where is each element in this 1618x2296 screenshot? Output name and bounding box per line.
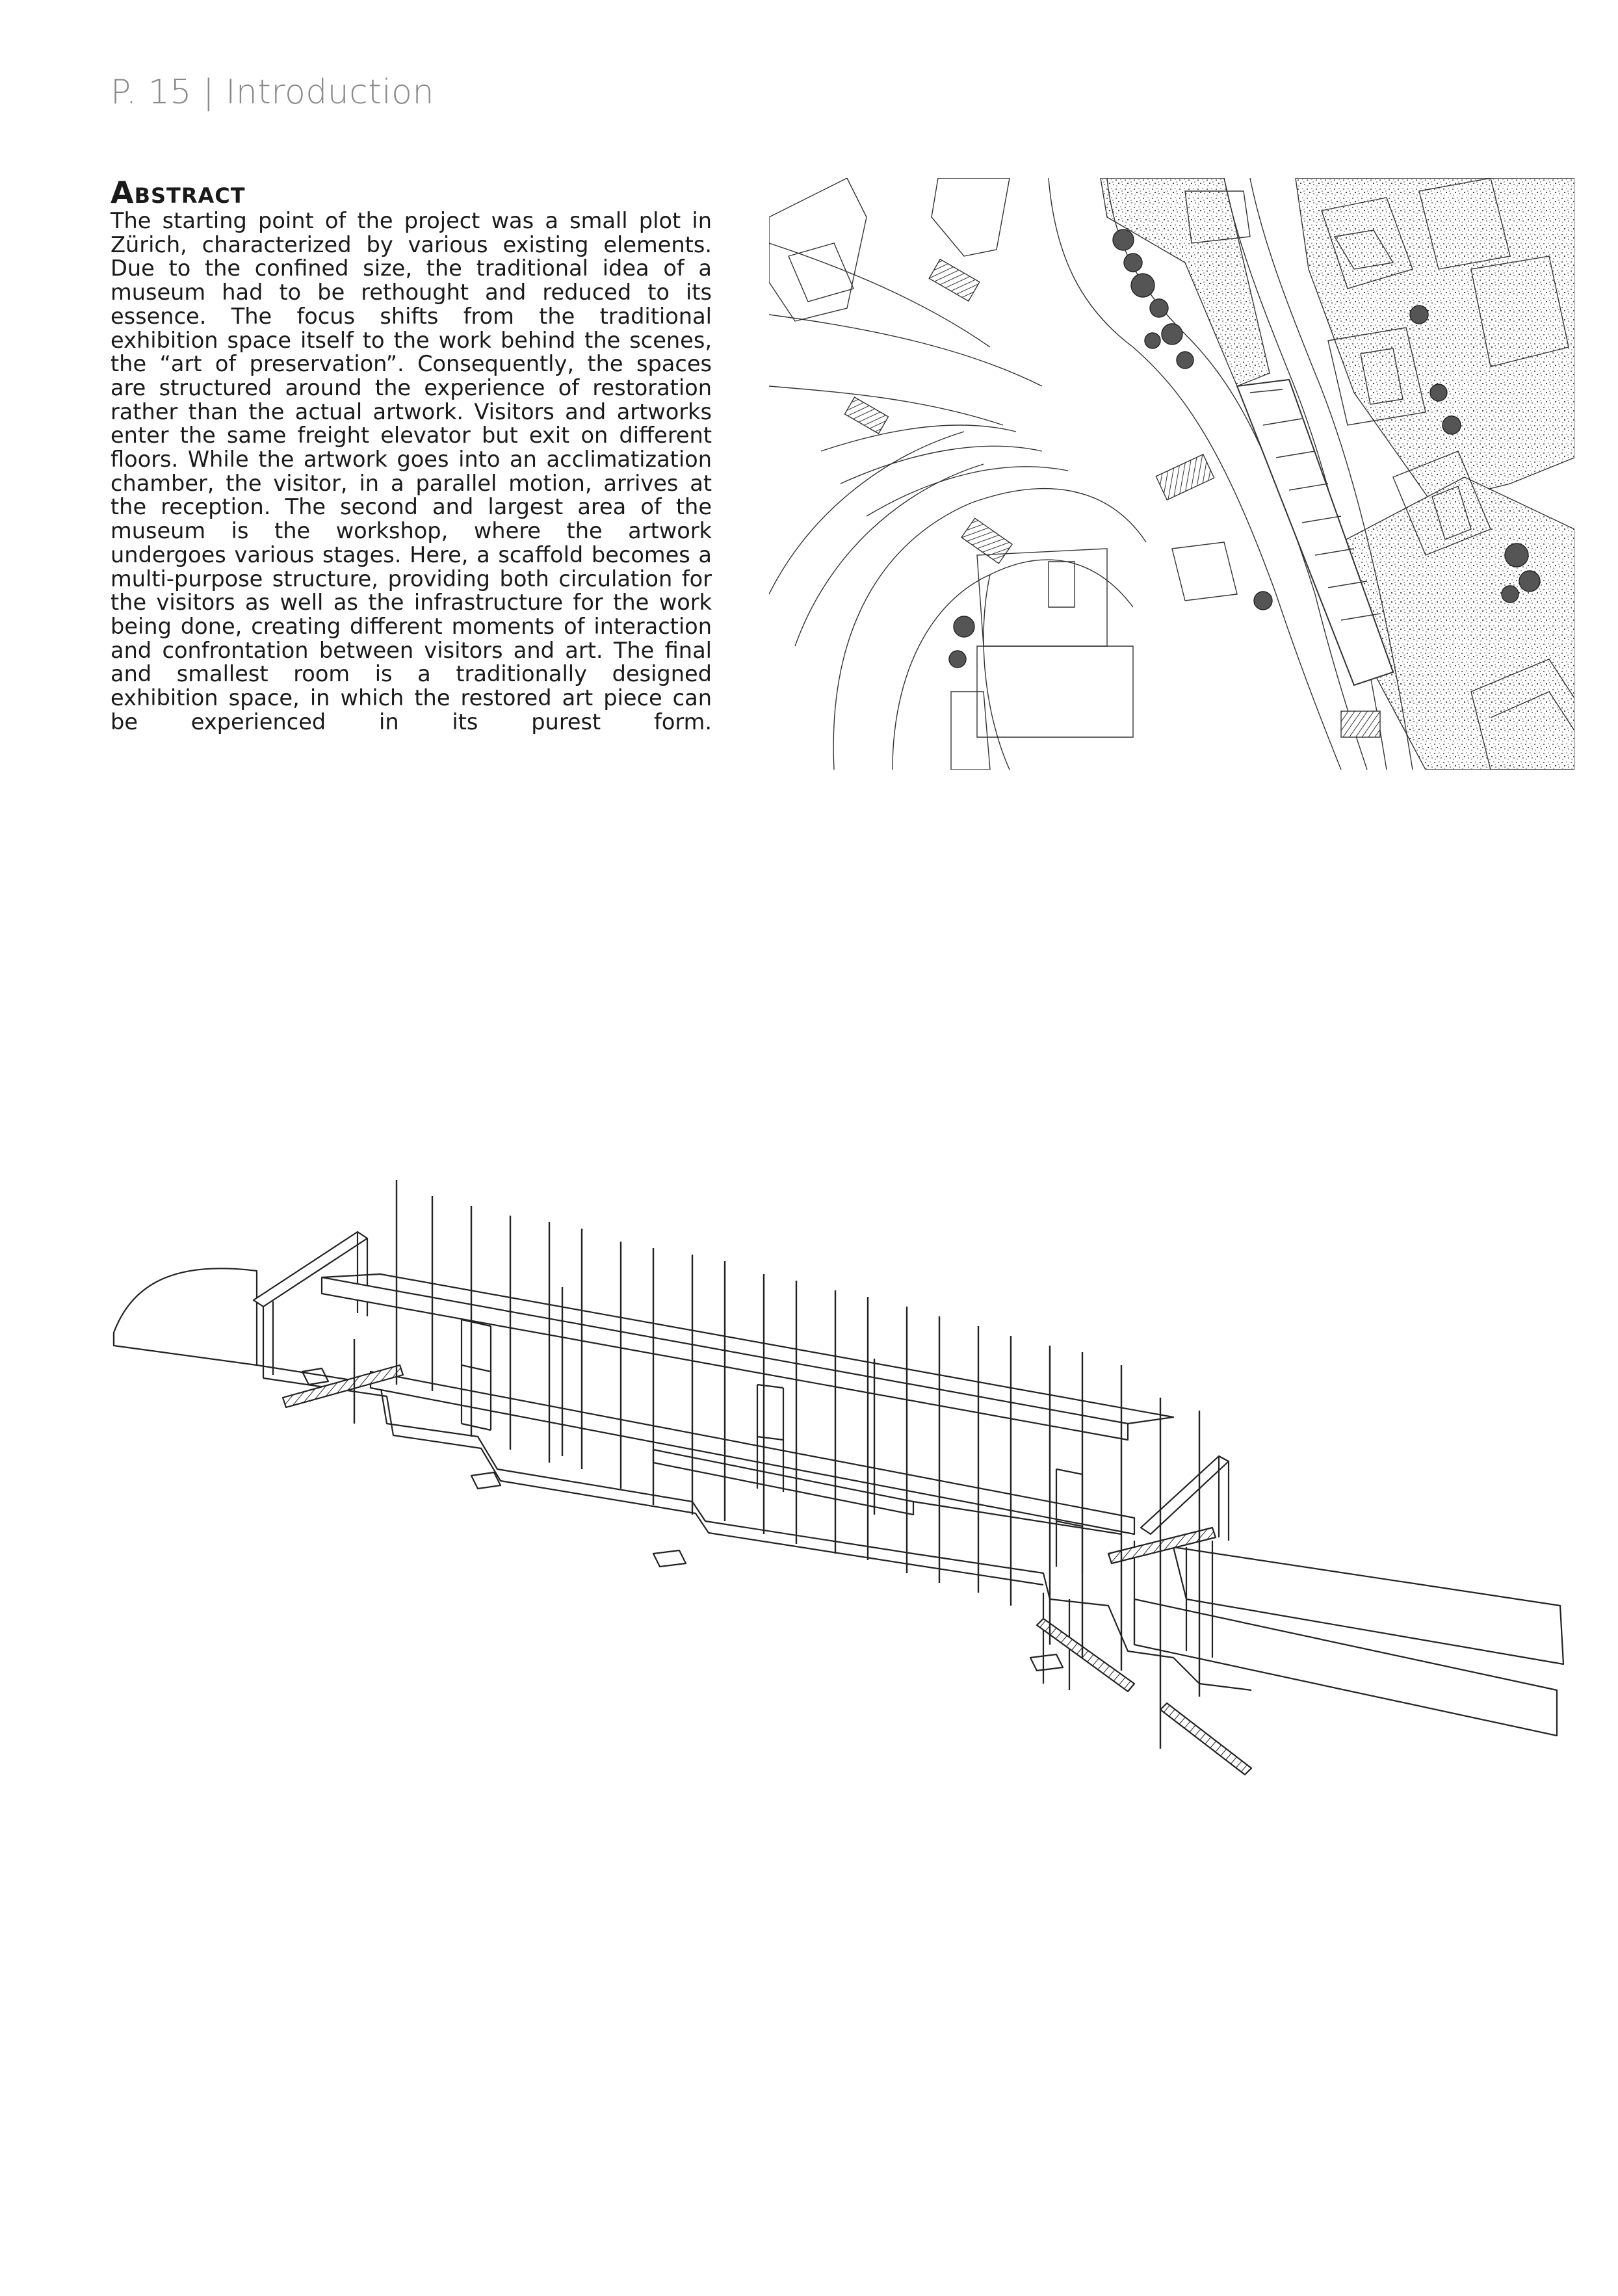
- axonometric-section-drawing: [107, 1151, 1583, 1801]
- abstract-section: [111, 176, 712, 734]
- abstract-title: Abstract: [111, 175, 246, 210]
- page-header: P. 15 | Introduction: [111, 73, 434, 112]
- site-plan-drawing: [769, 178, 1574, 770]
- abstract-body: The starting point of the project was a small plot in Zürich, characterized by various existing elements. Due to the confined size, the traditional idea of a museum had to be rethought and reduced to its essence. The focus shifts from the traditional exhibition space itself to the work behind the scenes, the “art of preservation”. Consequently, the spaces are structured around the experience of restoration rather than the actual artwork. Visitors and artworks enter the same freight elevator but exit on different floors. While the artwork goes into an acclimatization chamber, the visitor, in a parallel motion, arrives at the reception. The second and largest area of the museum is the workshop, where the artwork undergoes various stages. Here, a scaffold becomes a multi-purpose structure, providing both circulation for the visitors as well as the infrastructure for the work being done, creating different moments of interaction and confrontation between visitors and art. The final and smallest room is a traditionally designed exhibition space, in which the restored art piece can be experienced in its purest form.: [111, 208, 712, 735]
